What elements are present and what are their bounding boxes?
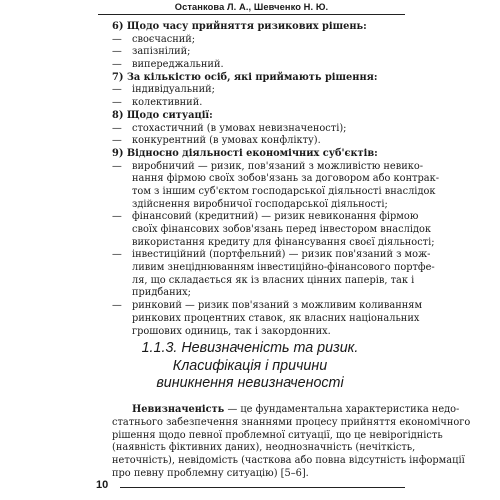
section-heading [95, 340, 405, 393]
page-number: 10 [96, 479, 109, 491]
running-header [98, 0, 405, 15]
list-item-continuation: грошових одиниць, так і закордонних. [132, 325, 331, 337]
list-item-continuation: придбаних; [132, 287, 191, 299]
page-footer [96, 479, 405, 493]
list-heading: 6) Щодо часу прийняття ризикових рішень: [112, 21, 367, 32]
list-item-continuation: ля, що складається як із власних цінних паперів, так і [132, 274, 415, 286]
dash-bullet: — [112, 135, 122, 147]
footer-rule [120, 487, 405, 488]
dash-bullet: — [112, 122, 122, 134]
dash-bullet: — [112, 97, 122, 109]
paragraph-line: (наявність фіктивних даних), неоднозначність (нечіткість, [112, 442, 416, 454]
dash-bullet: — [112, 249, 122, 261]
section-heading-line: 1.1.3. Невизначеність та ризик. [141, 340, 359, 356]
paragraph-line: статнього забезпечення знаннями процесу прийняття економічного [112, 416, 471, 428]
list-item-text: виробничий — ризик, пов'язаний з можливістю невико- [132, 160, 424, 172]
list-item-continuation: своїх фінансових зобов'язань перед інвестором внаслідок [132, 224, 432, 235]
dash-bullet: — [112, 84, 122, 96]
list-item-continuation: використання кредиту для фінансування своєї діяльності; [132, 236, 435, 248]
list-item-text: колективний. [132, 97, 203, 109]
list-item [112, 249, 431, 262]
list-item [112, 84, 412, 97]
dash-bullet: — [112, 59, 122, 71]
list-item-text: своєчасний; [132, 33, 196, 45]
paragraph-line: про певну проблемну ситуацію) [5–6]. [112, 467, 309, 479]
definition-paragraph [112, 404, 471, 481]
list-item-text: конкурентний (в умовах конфлікту). [132, 135, 321, 147]
dash-bullet: — [112, 160, 122, 172]
list-heading: 8) Щодо ситуації: [112, 109, 213, 121]
paragraph-line [112, 404, 460, 417]
list-item-continuation: нання фірмою своїх зобов'язань за договором або контрак- [132, 173, 440, 185]
classification-list [112, 21, 440, 338]
dash-bullet: — [112, 46, 122, 58]
list-item-continuation: ливим знеціднюванням інвестиційно-фінансового портфе- [132, 262, 435, 274]
list-item-continuation: том з іншим суб'єктом господарської діяльності внаслідок [132, 185, 436, 197]
list-item [112, 135, 412, 148]
list-item [112, 46, 412, 59]
list-item-text: запізнілий; [132, 46, 191, 58]
section-heading-line: Класифікація і причини [172, 357, 328, 374]
list-item-text: інвестиційний (портфельний) — ризик пов'язаний з мож- [132, 249, 431, 261]
list-item [112, 300, 423, 313]
dash-bullet: — [112, 300, 122, 312]
paragraph-text: — це фундаментальна характеристика недо- [224, 404, 460, 415]
list-item [112, 34, 412, 47]
list-item [112, 59, 412, 72]
paragraph-line: неточність), невідомість (часткова або повна відсутність інформації [112, 455, 465, 467]
list-item-text: ринковий — ризик пов'язаний з можливим коливанням [132, 300, 423, 312]
list-item-continuation: здійснення виробничої господарської діяльності; [132, 198, 388, 210]
list-item-text: індивідуальний; [132, 84, 215, 96]
list-item-text: фінансовий (кредитний) — ризик невиконання фірмою [132, 211, 419, 223]
list-item [112, 123, 412, 136]
list-item-text: випереджальний. [132, 59, 224, 71]
header-authors: Останкова Л. А., Шевченко Н. Ю. [174, 2, 329, 12]
list-heading: 9) Відносно діяльності економічних суб'єктів: [112, 147, 378, 159]
list-item [112, 211, 419, 224]
list-heading: 7) За кількістю осіб, які приймають рішення: [112, 71, 378, 83]
section-heading-line: виникнення невизначеності [156, 375, 344, 391]
list-item-text: стохастичний (в умовах невизначеності); [132, 122, 347, 134]
dash-bullet: — [112, 33, 122, 45]
paragraph-line: рішення щодо певної проблемної ситуації, що це невірогідність [112, 429, 443, 441]
list-item [112, 97, 412, 110]
defined-term: Невизначеність [132, 404, 225, 415]
list-item [112, 160, 424, 174]
dash-bullet: — [112, 211, 122, 223]
list-item-continuation: ринкових процентних ставок, як власних національних [132, 312, 420, 324]
